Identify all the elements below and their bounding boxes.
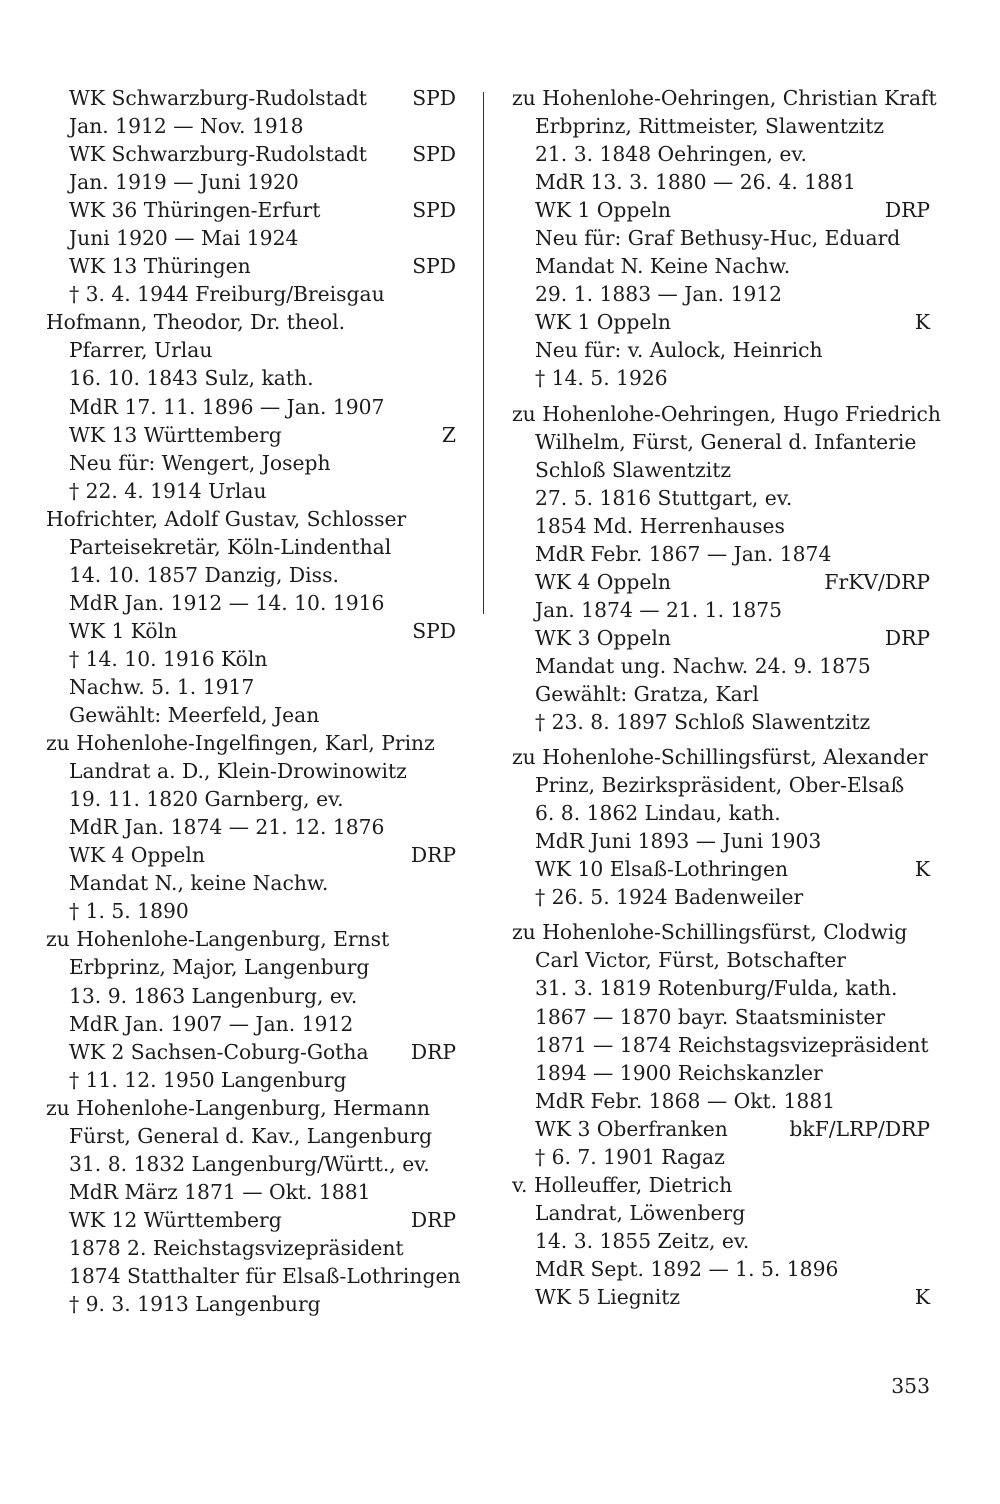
left-column	[46, 84, 461, 1318]
party-label: Z	[441, 422, 456, 447]
entry-detail-line	[512, 1227, 930, 1255]
entry-heading-line	[512, 918, 930, 946]
line-text: † 6. 7. 1901 Ragaz	[535, 1144, 725, 1169]
line-text: † 26. 5. 1924 Badenweiler	[535, 885, 804, 910]
line-text: zu Hohenlohe-Ingelfingen, Karl, Prinz	[46, 731, 435, 756]
line-text: † 9. 3. 1913 Langenburg	[69, 1292, 321, 1317]
line-text: Gewählt: Gratza, Karl	[535, 681, 759, 706]
entry-detail-line	[512, 512, 930, 540]
line-text: MdR 17. 11. 1896 — Jan. 1907	[69, 394, 385, 419]
line-text: MdR Jan. 1874 — 21. 12. 1876	[69, 815, 385, 840]
line-text: Jan. 1919 — Juni 1920	[69, 170, 299, 195]
line-text: 31. 3. 1819 Rotenburg/Fulda, kath.	[535, 976, 898, 1001]
entry-detail-line	[512, 112, 930, 140]
line-text: zu Hohenlohe-Oehringen, Hugo Friedrich	[512, 401, 941, 426]
entry-heading-line	[46, 505, 456, 533]
line-text: Wilhelm, Fürst, General d. Infanterie	[535, 429, 917, 454]
line-text: Erbprinz, Rittmeister, Slawentzitz	[535, 114, 885, 139]
entry-detail-line	[46, 1178, 456, 1206]
entry-detail-line	[46, 224, 456, 252]
entry-detail-line	[512, 196, 930, 224]
entry-detail-line	[512, 652, 930, 680]
entry-detail-line	[512, 1031, 930, 1059]
line-text: WK 4 Oppeln	[69, 843, 205, 868]
line-text: Parteisekretär, Köln-Lindenthal	[69, 534, 392, 559]
entry-detail-line	[46, 953, 456, 981]
line-text: Hofrichter, Adolf Gustav, Schlosser	[46, 506, 407, 531]
line-text: WK 3 Oppeln	[535, 625, 671, 650]
entry-detail-line	[46, 561, 456, 589]
entry-detail-line	[46, 785, 456, 813]
line-text: WK 4 Oppeln	[535, 569, 671, 594]
line-text: Neu für: v. Aulock, Heinrich	[535, 338, 823, 363]
entry-detail-line	[512, 827, 930, 855]
line-text: zu Hohenlohe-Schillingsfürst, Clodwig	[512, 920, 908, 945]
line-text: 1894 — 1900 Reichskanzler	[535, 1060, 823, 1085]
entry-detail-line	[512, 1143, 930, 1171]
line-text: v. Holleuffer, Dietrich	[512, 1172, 733, 1197]
line-text: 16. 10. 1843 Sulz, kath.	[69, 366, 314, 391]
line-text: zu Hohenlohe-Oehringen, Christian Kraft	[512, 86, 937, 110]
line-text: MdR März 1871 — Okt. 1881	[69, 1179, 371, 1204]
line-text: zu Hohenlohe-Langenburg, Hermann	[46, 1095, 430, 1120]
line-text: 19. 11. 1820 Garnberg, ev.	[69, 787, 344, 812]
entry-detail-line	[46, 645, 456, 673]
line-text: Hofmann, Theodor, Dr. theol.	[46, 310, 346, 335]
entry-detail-line	[46, 449, 456, 477]
line-text: Pfarrer, Urlau	[69, 338, 213, 363]
line-text: MdR Jan. 1912 — 14. 10. 1916	[69, 590, 385, 615]
entry-detail-line	[512, 428, 930, 456]
entry-detail-line	[512, 799, 930, 827]
entry-detail-line	[46, 393, 456, 421]
line-text: zu Hohenlohe-Langenburg, Ernst	[46, 927, 390, 952]
entry-detail-line	[512, 1283, 930, 1311]
line-text: † 23. 8. 1897 Schloß Slawentzitz	[535, 710, 871, 735]
entry-heading-line	[46, 308, 456, 336]
page-number: 353	[891, 1374, 930, 1398]
entry-detail-line	[512, 1115, 930, 1143]
party-label: K	[914, 1284, 930, 1309]
entry-detail-line	[512, 1255, 930, 1283]
party-label: SPD	[412, 618, 456, 643]
entry-detail-line	[46, 112, 456, 140]
entry-detail-line	[512, 855, 930, 883]
party-label: bkF/LRP/DRP	[789, 1116, 930, 1141]
entry-detail-line	[512, 680, 930, 708]
line-text: 14. 3. 1855 Zeitz, ev.	[535, 1228, 750, 1253]
entry-detail-line	[46, 841, 456, 869]
party-label: SPD	[412, 254, 456, 279]
line-text: MdR 13. 3. 1880 — 26. 4. 1881	[535, 170, 856, 195]
entry-detail-line	[46, 1290, 456, 1318]
line-text: Mandat N. Keine Nachw.	[535, 254, 791, 279]
entry-detail-line	[46, 1066, 456, 1094]
entry-detail-line	[46, 1122, 456, 1150]
entry-heading-line	[512, 743, 930, 771]
entry-detail-line	[512, 364, 930, 392]
line-text: † 14. 10. 1916 Köln	[69, 646, 268, 671]
line-text: † 3. 4. 1944 Freiburg/Breisgau	[69, 282, 385, 307]
entry-heading-line	[512, 84, 937, 112]
entry-detail-line	[46, 421, 456, 449]
line-text: WK 1 Oppeln	[535, 310, 671, 335]
line-text: Neu für: Wengert, Joseph	[69, 450, 331, 475]
entry-detail-line	[46, 364, 456, 392]
line-text: Landrat a. D., Klein-Drowinowitz	[69, 759, 407, 784]
line-text: 29. 1. 1883 — Jan. 1912	[535, 282, 783, 307]
entry-detail-line	[46, 982, 456, 1010]
line-text: WK Schwarzburg-Rudolstadt	[69, 86, 367, 110]
entry-heading-line	[46, 729, 456, 757]
line-text: 1878 2. Reichstagsvizepräsident	[69, 1235, 404, 1260]
line-text: WK 1 Köln	[69, 618, 178, 643]
entry-detail-line	[512, 883, 930, 911]
party-label: K	[914, 310, 930, 335]
entry-heading-line	[512, 1171, 930, 1199]
entry-detail-line	[512, 140, 930, 168]
line-text: 31. 8. 1832 Langenburg/Württ., ev.	[69, 1151, 430, 1176]
party-label: K	[914, 857, 930, 882]
line-text: 27. 5. 1816 Stuttgart, ev.	[535, 485, 793, 510]
line-text: 1871 — 1874 Reichstagsvizepräsident	[535, 1032, 929, 1057]
line-text: MdR Febr. 1868 — Okt. 1881	[535, 1088, 836, 1113]
line-text: WK 12 Württemberg	[69, 1207, 282, 1232]
entry-detail-line	[512, 280, 930, 308]
line-text: WK 13 Thüringen	[69, 254, 251, 279]
entry-detail-line	[46, 140, 456, 168]
line-text: Mandat ung. Nachw. 24. 9. 1875	[535, 653, 871, 678]
entry-detail-line	[512, 771, 930, 799]
entry-heading-line	[46, 1094, 456, 1122]
line-text: WK 3 Oberfranken	[535, 1116, 728, 1141]
entry-heading-line	[512, 400, 941, 428]
entry-detail-line	[512, 1199, 930, 1227]
line-text: 6. 8. 1862 Lindau, kath.	[535, 801, 781, 826]
entry-detail-line	[46, 813, 456, 841]
line-text: Fürst, General d. Kav., Langenburg	[69, 1123, 433, 1148]
entry-detail-line	[512, 456, 930, 484]
line-text: 14. 10. 1857 Danzig, Diss.	[69, 562, 339, 587]
party-label: SPD	[412, 86, 456, 110]
entry-detail-line	[46, 168, 456, 196]
line-text: † 14. 5. 1926	[535, 366, 668, 391]
entry-detail-line	[46, 757, 456, 785]
party-label: DRP	[884, 198, 930, 223]
line-text: WK 10 Elsaß-Lothringen	[535, 857, 789, 882]
line-text: † 22. 4. 1914 Urlau	[69, 478, 267, 503]
line-text: Prinz, Bezirkspräsident, Ober-Elsaß	[535, 773, 905, 798]
line-text: 1867 — 1870 bayr. Staatsminister	[535, 1004, 886, 1029]
party-label: SPD	[412, 142, 456, 167]
entry-detail-line	[46, 617, 456, 645]
line-text: Neu für: Graf Bethusy-Huc, Eduard	[535, 226, 901, 251]
entry-detail-line	[512, 1003, 930, 1031]
entry-detail-line	[512, 1087, 930, 1115]
line-text: Carl Victor, Fürst, Botschafter	[535, 948, 846, 973]
entry-detail-line	[512, 596, 930, 624]
entry-detail-line	[46, 589, 456, 617]
line-text: WK Schwarzburg-Rudolstadt	[69, 142, 367, 167]
line-text: Jan. 1912 — Nov. 1918	[69, 114, 304, 139]
line-text: Gewählt: Meerfeld, Jean	[69, 703, 320, 728]
line-text: † 1. 5. 1890	[69, 899, 189, 924]
line-text: WK 2 Sachsen-Coburg-Gotha	[69, 1039, 369, 1064]
entry-detail-line	[46, 280, 456, 308]
line-text: Nachw. 5. 1. 1917	[69, 674, 255, 699]
entry-detail-line	[46, 1262, 461, 1290]
line-text: Jan. 1874 — 21. 1. 1875	[535, 597, 783, 622]
line-text: Mandat N., keine Nachw.	[69, 871, 329, 896]
entry-detail-line	[512, 252, 930, 280]
entry-detail-line	[512, 624, 930, 652]
entry-detail-line	[46, 673, 456, 701]
entry-detail-line	[512, 484, 930, 512]
line-text: 21. 3. 1848 Oehringen, ev.	[535, 142, 807, 167]
entry-detail-line	[46, 701, 456, 729]
entry-detail-line	[46, 84, 456, 112]
line-text: † 11. 12. 1950 Langenburg	[69, 1067, 347, 1092]
line-text: 1854 Md. Herrenhauses	[535, 513, 785, 538]
entry-detail-line	[46, 1150, 456, 1178]
line-text: Erbprinz, Major, Langenburg	[69, 955, 370, 980]
entry-detail-line	[512, 568, 930, 596]
party-label: SPD	[412, 198, 456, 223]
entry-detail-line	[46, 336, 456, 364]
entry-detail-line	[46, 1206, 456, 1234]
entry-detail-line	[46, 1010, 456, 1038]
line-text: Landrat, Löwenberg	[535, 1200, 746, 1225]
entry-detail-line	[46, 1038, 456, 1066]
entry-detail-line	[512, 540, 930, 568]
line-text: MdR Jan. 1907 — Jan. 1912	[69, 1011, 354, 1036]
line-text: WK 1 Oppeln	[535, 198, 671, 223]
party-label: DRP	[410, 1207, 456, 1232]
party-label: DRP	[884, 625, 930, 650]
entry-detail-line	[512, 946, 930, 974]
entry-detail-line	[46, 869, 456, 897]
entry-detail-line	[46, 533, 456, 561]
entry-detail-line	[46, 196, 456, 224]
line-text: WK 36 Thüringen-Erfurt	[69, 198, 321, 223]
entry-detail-line	[46, 1234, 456, 1262]
line-text: WK 5 Liegnitz	[535, 1284, 681, 1309]
entry-detail-line	[512, 224, 930, 252]
line-text: Juni 1920 — Mai 1924	[69, 226, 299, 251]
entry-detail-line	[512, 708, 930, 736]
line-text: MdR Juni 1893 — Juni 1903	[535, 829, 822, 854]
line-text: Schloß Slawentzitz	[535, 457, 732, 482]
entry-detail-line	[512, 974, 930, 1002]
entry-heading-line	[46, 925, 456, 953]
party-label: FrKV/DRP	[824, 569, 930, 594]
entry-detail-line	[46, 897, 456, 925]
party-label: DRP	[410, 843, 456, 868]
line-text: zu Hohenlohe-Schillingsfürst, Alexander	[512, 745, 928, 770]
right-column	[512, 84, 941, 1311]
line-text: WK 13 Württemberg	[69, 422, 282, 447]
line-text: 13. 9. 1863 Langenburg, ev.	[69, 983, 358, 1008]
column-divider	[483, 92, 484, 614]
entry-detail-line	[512, 308, 930, 336]
line-text: 1874 Statthalter für Elsaß-Lothringen	[69, 1263, 461, 1288]
entry-detail-line	[512, 168, 930, 196]
line-text: MdR Sept. 1892 — 1. 5. 1896	[535, 1256, 839, 1281]
entry-detail-line	[46, 252, 456, 280]
entry-detail-line	[46, 477, 456, 505]
party-label: DRP	[410, 1039, 456, 1064]
line-text: MdR Febr. 1867 — Jan. 1874	[535, 541, 832, 566]
entry-detail-line	[512, 1059, 930, 1087]
entry-detail-line	[512, 336, 930, 364]
